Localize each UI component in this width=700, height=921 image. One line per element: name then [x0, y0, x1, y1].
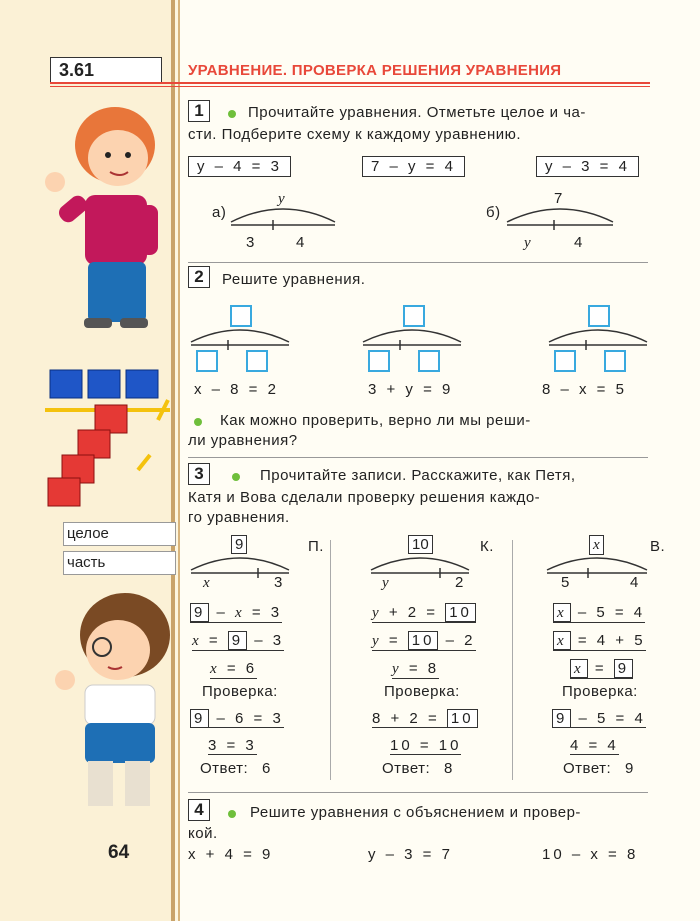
petya-name: П. — [308, 538, 324, 555]
task4-text-line1: Решите уравнения с объяснением и провер- — [250, 804, 581, 821]
bullet-icon — [228, 810, 236, 818]
column-divider — [330, 540, 331, 780]
petya-check-label: Проверка: — [202, 683, 278, 700]
task3-number: 3 — [188, 463, 210, 485]
katya-top: 10 — [408, 535, 433, 554]
katya-step2: у = 10 – 2 — [372, 632, 476, 649]
task1-equation-2: 7 – у = 4 — [362, 156, 465, 177]
katya-check2: 10 = 10 — [390, 737, 462, 754]
divider — [188, 262, 648, 263]
petya-step3: х = 6 — [210, 660, 258, 677]
task2-text: Решите уравнения. — [222, 271, 366, 288]
page-title: УРАВНЕНИЕ. ПРОВЕРКА РЕШЕНИЯ УРАВНЕНИЯ — [188, 62, 562, 79]
katya-step3: у = 8 — [392, 660, 440, 677]
katya-right: 2 — [455, 574, 464, 591]
katya-name: К. — [480, 538, 494, 555]
task2-equation-2: 3 + у = 9 — [368, 381, 454, 398]
answer-box[interactable] — [554, 350, 576, 372]
boy-illustration-top — [40, 100, 175, 335]
task1-number: 1 — [188, 100, 210, 122]
task2-question-line1: Как можно проверить, верно ли мы реши- — [220, 412, 531, 429]
task3-text-line3: го уравнения. — [188, 509, 290, 526]
answer-box[interactable] — [588, 305, 610, 327]
answer-box[interactable] — [246, 350, 268, 372]
petya-answer-label: Ответ: — [200, 760, 249, 777]
task2-equation-3: 8 – х = 5 — [542, 381, 627, 398]
scheme-b-label: б) — [486, 204, 501, 221]
vova-step2: х = 4 + 5 — [553, 632, 646, 651]
task4-equation-2: у – 3 = 7 — [368, 846, 453, 863]
katya-answer: 8 — [444, 760, 453, 777]
legend-whole: целое — [63, 522, 176, 546]
task1-equation-3: у – 3 = 4 — [536, 156, 639, 177]
task1-equation-1: у – 4 = 3 — [188, 156, 291, 177]
scheme-b-left: у — [524, 235, 532, 251]
page-number: 64 — [108, 842, 130, 863]
task4-number: 4 — [188, 799, 210, 821]
petya-right: 3 — [274, 574, 283, 591]
vova-check2: 4 = 4 — [570, 737, 619, 754]
cubes-illustration — [40, 360, 175, 510]
vova-step1: х – 5 = 4 — [553, 604, 645, 623]
lesson-number: 3.61 — [50, 57, 162, 83]
petya-left: х — [203, 575, 211, 591]
katya-step1: у + 2 = 10 — [372, 604, 476, 623]
vova-answer-label: Ответ: — [563, 760, 612, 777]
answer-box[interactable] — [230, 305, 252, 327]
vova-check1: 9 – 5 = 4 — [552, 710, 646, 728]
scheme-a-right: 4 — [296, 234, 305, 251]
divider — [188, 457, 648, 458]
vova-right: 4 — [630, 574, 639, 591]
vova-left: 5 — [561, 574, 570, 591]
boy-illustration-bottom — [40, 585, 175, 820]
petya-top: 9 — [231, 535, 247, 554]
petya-check1: 9 – 6 = 3 — [190, 710, 284, 728]
column-divider — [512, 540, 513, 780]
katya-check-label: Проверка: — [384, 683, 460, 700]
katya-left: у — [382, 575, 390, 591]
scheme-a-left: 3 — [246, 234, 255, 251]
petya-answer: 6 — [262, 760, 271, 777]
vova-check-label: Проверка: — [562, 683, 638, 700]
task2-question-line2: ли уравнения? — [188, 432, 298, 449]
task1-text-line2: сти. Подберите схему к каждому уравнению. — [188, 126, 522, 143]
bullet-icon — [194, 418, 202, 426]
scheme-b-right: 4 — [574, 234, 583, 251]
answer-box[interactable] — [368, 350, 390, 372]
divider — [188, 792, 648, 793]
task1-text-line1: Прочитайте уравнения. Отметьте целое и ча- — [248, 104, 586, 121]
task2-equation-1: х – 8 = 2 — [194, 381, 279, 398]
petya-step2: х = 9 – 3 — [192, 632, 285, 649]
bullet-icon — [228, 110, 236, 118]
vova-top: х — [589, 535, 604, 555]
answer-box[interactable] — [403, 305, 425, 327]
scheme-b-top: 7 — [554, 190, 563, 207]
title-rule — [50, 82, 650, 84]
vova-step3: х = 9 — [570, 660, 633, 679]
petya-step1: 9 – х = 3 — [190, 604, 282, 623]
katya-check1: 8 + 2 = 10 — [372, 710, 478, 728]
legend-part: часть — [63, 551, 176, 575]
katya-answer-label: Ответ: — [382, 760, 431, 777]
task3-text-line2: Катя и Вова сделали проверку решения каждо- — [188, 489, 541, 506]
title-rule-thin — [50, 86, 650, 87]
petya-check2: 3 = 3 — [208, 737, 257, 754]
scheme-a-label: а) — [212, 204, 227, 221]
vova-answer: 9 — [625, 760, 634, 777]
answer-box[interactable] — [604, 350, 626, 372]
scheme-a-top: у — [278, 191, 286, 207]
task4-equation-3: 10 – х = 8 — [542, 846, 639, 863]
bullet-icon — [232, 473, 240, 481]
task4-text-line2: кой. — [188, 825, 218, 842]
task2-number: 2 — [188, 266, 210, 288]
vova-name: В. — [650, 538, 666, 555]
answer-box[interactable] — [418, 350, 440, 372]
task3-text-line1: Прочитайте записи. Расскажите, как Петя, — [260, 467, 576, 484]
task4-equation-1: х + 4 = 9 — [188, 846, 274, 863]
answer-box[interactable] — [196, 350, 218, 372]
